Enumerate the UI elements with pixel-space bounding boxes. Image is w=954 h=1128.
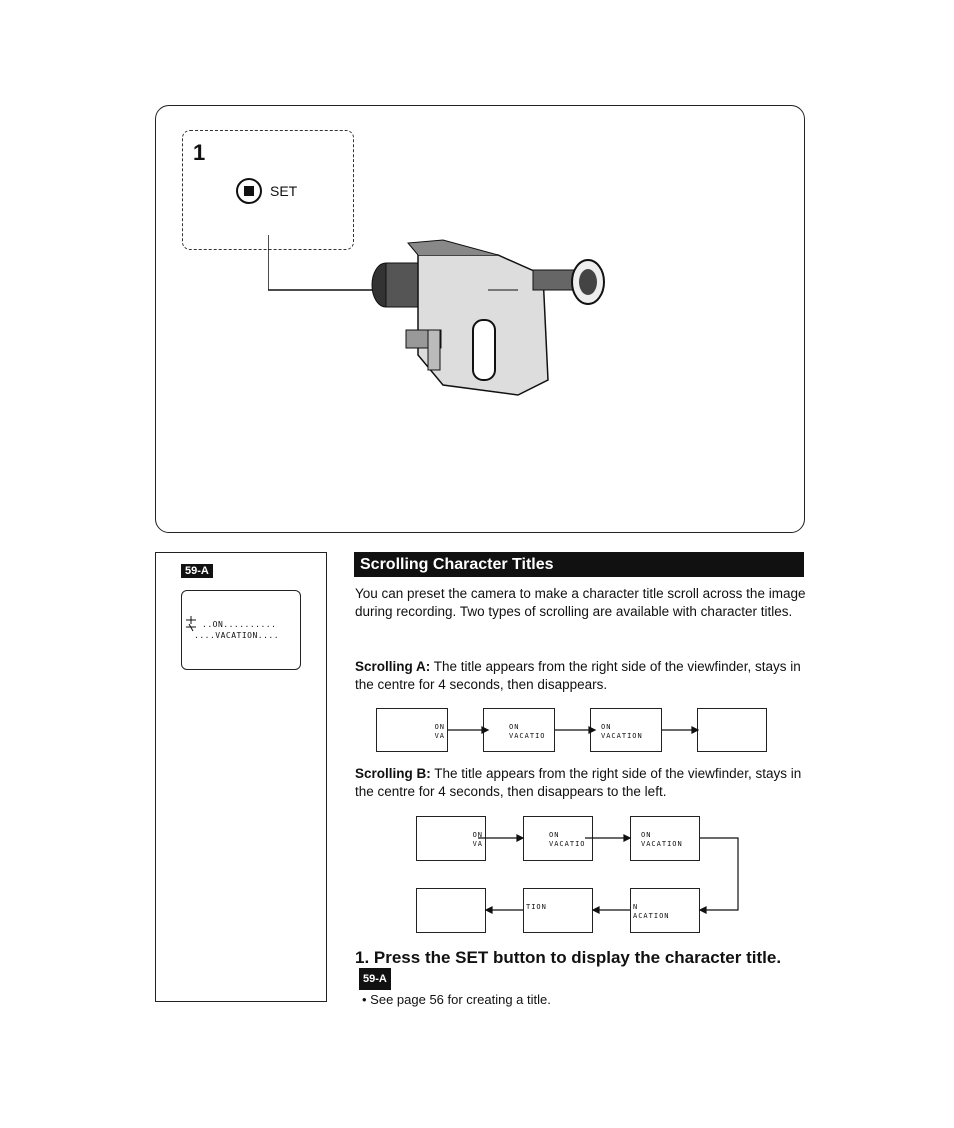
intro-paragraph: You can preset the camera to make a character title scroll across the image during recording. Two types of scrolling are available with character titles.	[355, 586, 806, 619]
frame-text-line1: ON	[549, 831, 560, 839]
scrolling-a-text: The title appears from the right side of the viewfinder, stays in the centre for 4 seconds, then disappears.	[355, 659, 801, 692]
frame-text-line2: VACATION	[601, 732, 643, 740]
step-1-text: 1. Press the SET button to display the character title.	[355, 948, 782, 967]
frame-text-line2: VACATION	[641, 840, 683, 848]
section-heading: Scrolling Character Titles	[354, 552, 804, 577]
scrolling-a-paragraph	[355, 658, 815, 694]
frame-text-line2: TION	[526, 903, 547, 911]
step-number: 1	[193, 140, 206, 165]
diagram-a-arrows	[440, 720, 710, 740]
frame-text-line2: ACATION	[633, 912, 670, 920]
scrolling-b-text: The title appears from the right side of the viewfinder, stays in the centre for 4 seconds, then disappears to the left.	[355, 766, 802, 799]
frame-text-line1: ON	[601, 723, 612, 731]
viewfinder-line-1: ..ON..........	[202, 620, 277, 629]
sidebar-badge: 59-A	[181, 564, 213, 578]
bullet-text: See page 56 for creating a title.	[370, 992, 551, 1007]
bullet-icon: •	[362, 992, 371, 1007]
scrolling-b-label: Scrolling B:	[355, 766, 431, 781]
scrolling-b-paragraph	[355, 765, 815, 801]
frame-text-line1: ON	[509, 723, 520, 731]
frame-text-line1: ON	[434, 723, 445, 731]
step-1-badge: 59-A	[359, 968, 391, 990]
frame-text-line1: ON	[641, 831, 652, 839]
frame-text-line2: VA	[434, 732, 445, 740]
frame-text-line1: ON	[472, 831, 483, 839]
frame-text-line2: VACATIO	[509, 732, 546, 740]
camcorder-illustration	[268, 235, 618, 405]
frame-text-line2: VA	[472, 840, 483, 848]
diagram-b-arrows	[470, 828, 745, 923]
set-button-icon	[236, 178, 262, 204]
frame-text-line1: N	[633, 903, 639, 911]
frame-text-line2: VACATIO	[549, 840, 586, 848]
step-1-instruction	[355, 948, 785, 990]
scrolling-a-label: Scrolling A:	[355, 659, 431, 674]
step-callout-box	[182, 130, 354, 250]
set-button-label: SET	[270, 183, 298, 199]
viewfinder-line-2: ....VACATION....	[194, 631, 280, 640]
diagram-a-frame-1	[376, 708, 448, 752]
bullet-note	[362, 992, 551, 1007]
